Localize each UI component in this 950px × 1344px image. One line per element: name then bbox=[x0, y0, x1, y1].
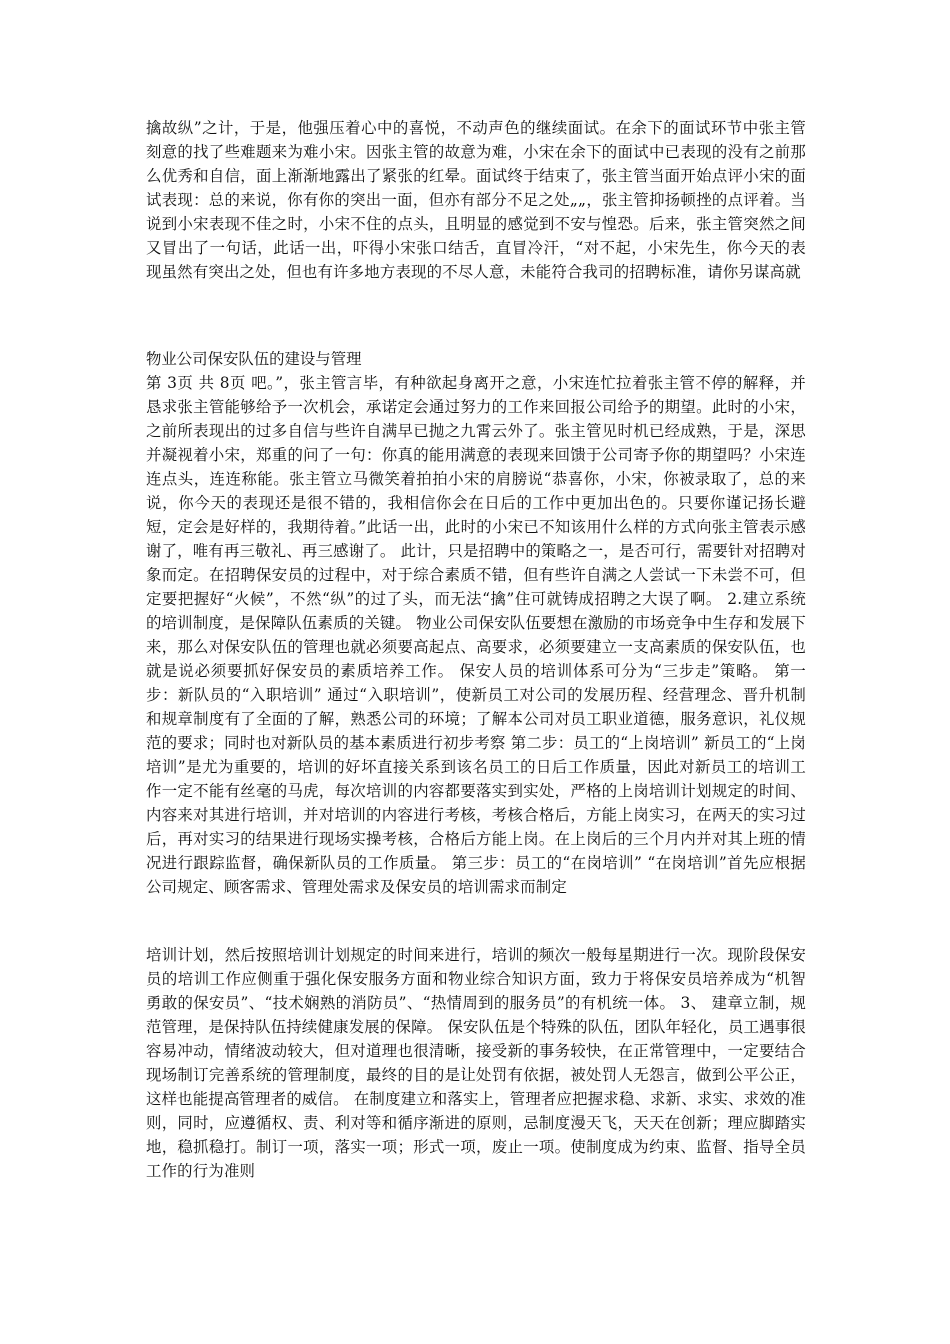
body-paragraph-1: 擒故纵”之计，于是，他强压着心中的喜悦，不动声色的继续面试。在余下的面试环节中张主管刻意的找了些难题来为难小宋。因张主管的故意为难，小宋在余下的面试中已表现的没有之前那么优秀和自信，面上渐渐地露出了紧张的红晕。面试终于结束了，张主管当面开始点评小宋的面试表现：总的来说，你有你的突出一面，但亦有部分不足之处„„，张主管抑扬顿挫的点评着。当说到小宋表现不佳之时，小宋不住的点头，且明显的感觉到不安与惶恐。后来，张主管突然之间又冒出了一句话，此话一出，吓得小宋张口结舌，直冒冷汗，“对不起，小宋先生，你今天的表现虽然有突出之处，但也有许多地方表现的不尽人意，未能符合我司的招聘标准，请你另谋高就 bbox=[146, 119, 806, 281]
section-heading: 物业公司保安队伍的建设与管理 bbox=[146, 350, 362, 368]
body-paragraph-3: 培训计划，然后按照培训计划规定的时间来进行，培训的频次一般每星期进行一次。现阶段保安员的培训工作应侧重于强化保安服务方面和物业综合知识方面，致力于将保安员培养成为“机智勇敢的保安员”、“技术娴熟的消防员”、“热情周到的服务员”的有机统一体。 3、 建章立制，规范管理，是保持队伍持续健康发展的保障。 保安队伍是个特殊的队伍，团队年轻化，员工遇事很容易冲动，情绪波动较大，但对道理也很清晰，接受新的事务较快，在正常管理中，一定要结合现场制订完善系统的管理制度，最终的目的是让处罚有依据，被处罚人无怨言，做到公平公正，这样也能提高管理者的威信。 在制度建立和落实上，管理者应把握求稳、求新、求实、求效的准则，同时，应遵循权、责、利对等和循序渐进的原则，忌制度漫天飞，天天在创新；理应脚踏实地，稳抓稳打。制订一项，落实一项；形式一项，废止一项。使制度成为约束、监督、指导全员工作的行为准则 bbox=[146, 946, 806, 1180]
body-paragraph-2: 第 3页 共 8页 吧。”，张主管言毕，有种欲起身离开之意，小宋连忙拉着张主管不停的解释，并恳求张主管能够给予一次机会，承诺定会通过努力的工作来回报公司给予的期望。此时的小宋，之前所表现出的过多自信与些许自满早已抛之九霄云外了。张主管见时机已经成熟，于是，深思并凝视着小宋，郑重的问了一句：你真的能用满意的表现来回馈于公司寄予你的期望吗？小宋连连点头，连连称能。张主管立马微笑着拍拍小宋的肩膀说“恭喜你，小宋，你被录取了，总的来说，你今天的表现还是很不错的，我相信你会在日后的工作中更加出色的。只要你谨记扬长避短，定会是好样的，我期待着。”此话一出，此时的小宋已不知该用什么样的方式向张主管表示感谢了，唯有再三敬礼、再三感谢了。 此计，只是招聘中的策略之一，是否可行，需要针对招聘对象而定。在招聘保安员的过程中，对于综合素质不错，但有些许自满之人尝试一下未尝不可，但定要把握好“火候”，不然“纵”的过了头，而无法“擒”住可就铸成招聘之大误了啊。 2.建立系统的培训制度，是保障队伍素质的关键。 物业公司保安队伍要想在激励的市场竞争中生存和发展下来，那么对保安队伍的管理也就必须要高起点、高要求，必须要建立一支高素质的保安队伍，也就是说必须要抓好保安员的素质培养工作。 保安人员的培训体系可分为“三步走”策略。 第一步：新队员的“入职培训” 通过“入职培训”，使新员工对公司的发展历程、经营理念、晋升机制和规章制度有了全面的了解，熟悉公司的环境；了解本公司对员工职业道德，服务意识，礼仪规范的要求；同时也对新队员的基本素质进行初步考察 第二步：员工的“上岗培训” 新员工的“上岗培训”是尤为重要的，培训的好坏直接关系到该名员工的日后工作质量，因此对新员工的培训工作一定不能有丝毫的马虎，每次培训的内容都要落实到实处，严格的上岗培训计划规定的时间、内容来对其进行培训，并对培训的内容进行考核，考核合格后，方能上岗实习，在两天的实习过后，再对实习的结果进行现场实操考核，合格后方能上岗。在上岗后的三个月内并对其上班的情况进行跟踪监督，确保新队员的工作质量。 第三步：员工的“在岗培训” “在岗培训”首先应根据公司规定、顾客需求、管理处需求及保安员的培训需求而制定 bbox=[146, 374, 806, 896]
